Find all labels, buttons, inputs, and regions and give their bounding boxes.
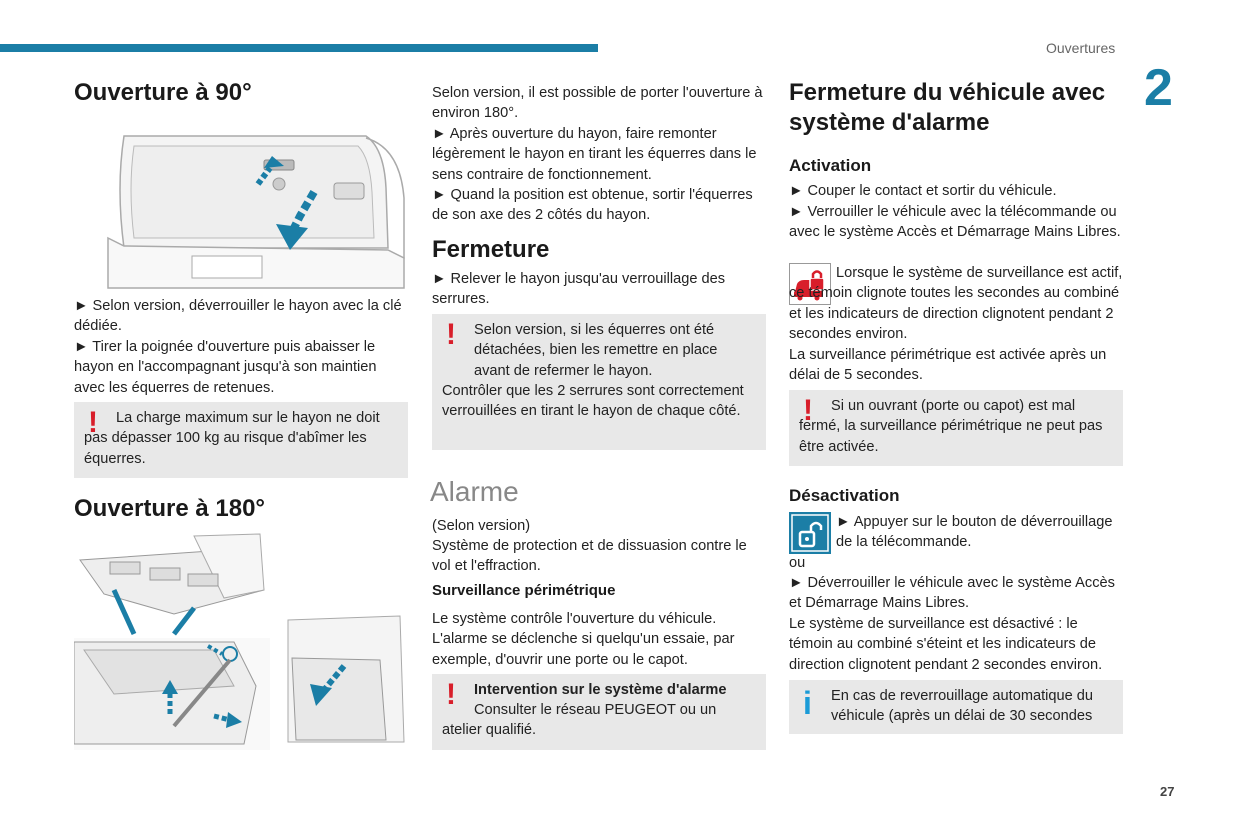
tailgate-90-illustration — [104, 128, 408, 290]
warning-box-brackets: ! Selon version, si les équerres ont été détachées, bien les remettre en place avant de refermer le hayon. Contrôler que les 2 serrures sont correctement verrouillées en tirant le hayon de chaque côté. — [432, 314, 766, 450]
text-press-unlock: ► Appuyer sur le bouton de déverrouillage de la télécommande. — [836, 514, 1113, 551]
text-deactivated: Le système de surveillance est désactivé : le témoin au combiné s'éteint et les indicateurs de direction clignotent pendant 2 secondes environ. — [789, 616, 1103, 673]
heading-activation: Activation — [789, 156, 872, 175]
text-raise-to-lock: ► Relever le hayon jusqu'au verrouillage des serrures. — [432, 271, 726, 308]
heading-opening-90: Ouverture à 90° — [74, 79, 252, 106]
text-180-intro: Selon version, il est possible de porter l'ouverture à environ 180°. — [432, 85, 763, 122]
heading-surveillance: Surveillance périmétrique — [432, 582, 616, 599]
heading-alarme: Alarme — [430, 476, 519, 507]
heading-fermeture: Fermeture — [432, 236, 550, 263]
text-alarm-indicator: Lorsque le système de surveillance est actif, ce témoin clignote toutes les secondes au combiné et les indicateurs de direction clignotent pendant 2 secondes environ. — [789, 265, 1123, 343]
text-lock-remote: ► Verrouiller le véhicule avec la télécommande ou avec le système Accès et Démarrage Mains Libres. — [789, 204, 1121, 241]
text-surveillance: Le système contrôle l'ouverture du véhicule. L'alarme se déclenche si quelqu'un essaie, par exemple, d'ouvrir une porte ou le capot. — [432, 611, 735, 668]
heading-opening-180: Ouverture à 180° — [74, 495, 266, 522]
top-accent-bar — [0, 44, 598, 52]
heading-desactivation: Désactivation — [789, 486, 900, 505]
text-selon-version: (Selon version) — [432, 518, 531, 534]
warning-exclamation-icon: ! — [803, 394, 813, 427]
text-unlock-keyless: ► Déverrouiller le véhicule avec le système Accès et Démarrage Mains Libres. — [789, 575, 1115, 612]
text-switch-off: ► Couper le contact et sortir du véhicule. — [789, 183, 1057, 199]
text-lower-tailgate: ► Tirer la poignée d'ouverture puis abaisser le hayon en l'accompagnant jusqu'à son maintien avec les équerres de retenues. — [74, 339, 377, 396]
heading-vehicle-locking-alarm: Fermeture du véhicule avec système d'alarme — [789, 79, 1106, 136]
warning-exclamation-icon: ! — [446, 318, 456, 351]
warning-exclamation-icon: ! — [88, 406, 98, 439]
chapter-number: 2 — [1144, 59, 1173, 117]
tailgate-180-illustration — [74, 530, 408, 752]
text-ou: ou — [789, 555, 806, 571]
text-unlock-tailgate: ► Selon version, déverrouiller le hayon avec la clé dédiée. — [74, 298, 402, 335]
text-alarm-description: Système de protection et de dissuasion contre le vol et l'effraction. — [432, 538, 747, 575]
section-label: Ouvertures — [1046, 40, 1116, 56]
page-number: 27 — [1160, 784, 1175, 799]
warning-box-open-door: ! Si un ouvrant (porte ou capot) est mal fermé, la surveillance périmétrique ne peut pas être activée. — [789, 390, 1123, 466]
text-remove-brackets: ► Quand la position est obtenue, sortir l'équerres de son axe des 2 côtés du hayon. — [432, 187, 753, 224]
text-activation-delay: La surveillance périmétrique est activée après un délai de 5 secondes. — [789, 347, 1107, 384]
warning-box-intervention: ! Intervention sur le système d'alarme Consulter le réseau PEUGEOT ou un atelier qualifié. — [432, 674, 766, 750]
warning-box-max-load: ! La charge maximum sur le hayon ne doit pas dépasser 100 kg au risque d'abîmer les équerres. — [74, 402, 408, 478]
info-icon: i — [803, 685, 812, 721]
warning-exclamation-icon: ! — [446, 678, 456, 711]
info-box-relock: i En cas de reverrouillage automatique du véhicule (après un délai de 30 secondes — [789, 680, 1123, 734]
text-raise-tailgate: ► Après ouverture du hayon, faire remonter légèrement le hayon en tirant les équerres dans le sens contraire de fonctionnement. — [432, 126, 757, 183]
